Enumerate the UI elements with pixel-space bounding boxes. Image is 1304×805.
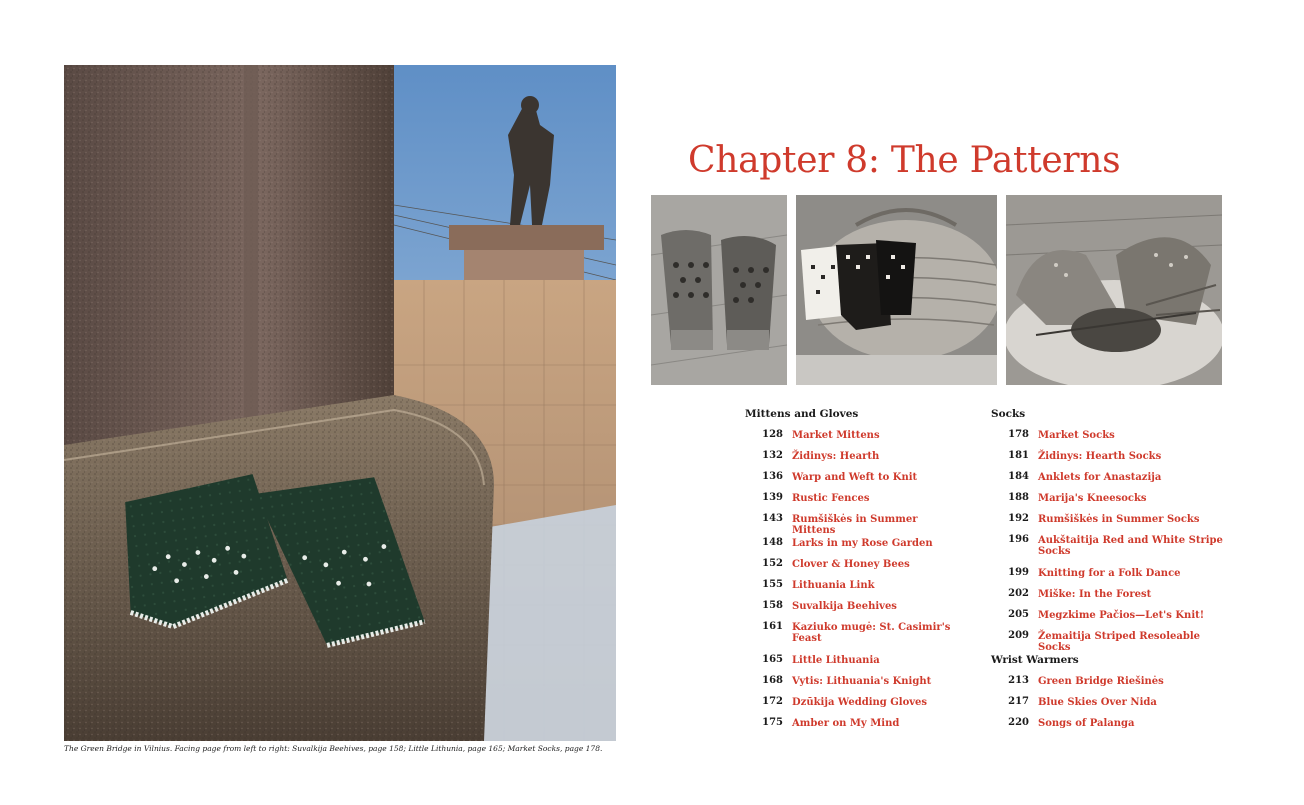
section-heading-wrist-warmers: Wrist Warmers xyxy=(991,654,1079,666)
toc-entry[interactable] xyxy=(745,695,960,716)
toc-entry[interactable] xyxy=(991,695,1231,716)
page-number: 209 xyxy=(1008,630,1029,641)
toc-entry[interactable] xyxy=(991,629,1231,653)
toc-entry[interactable] xyxy=(991,608,1231,629)
section-heading-mittens: Mittens and Gloves xyxy=(745,408,859,420)
photo-caption: The Green Bridge in Vilnius. Facing page from left to right: Suvalkija Beehives, page 158; Little Lithunia, page 165; Market Socks, page 178. xyxy=(64,744,603,753)
page-number: 181 xyxy=(1008,450,1029,461)
page-number: 184 xyxy=(1008,471,1029,482)
pattern-link[interactable]: Vytis: Lithuania's Knight xyxy=(792,676,932,687)
toc-entry[interactable] xyxy=(745,599,960,620)
toc-entry[interactable] xyxy=(991,674,1231,695)
pattern-link[interactable]: Suvalkija Beehives xyxy=(792,601,897,612)
pattern-link[interactable]: Market Mittens xyxy=(792,430,880,441)
page-number: 175 xyxy=(762,717,783,728)
pattern-link[interactable]: Blue Skies Over Nida xyxy=(1038,697,1157,708)
page-number: 152 xyxy=(762,558,783,569)
page-number: 165 xyxy=(762,654,783,665)
toc-entry[interactable] xyxy=(745,653,960,674)
toc-entry[interactable] xyxy=(745,620,960,653)
page-number: 188 xyxy=(1008,492,1029,503)
page-number: 148 xyxy=(762,537,783,548)
pattern-link[interactable]: Songs of Palanga xyxy=(1038,718,1135,729)
toc-entry[interactable] xyxy=(745,674,960,695)
thumb-suvalkija-beehives xyxy=(651,195,787,385)
bridge-photo xyxy=(64,65,616,741)
page-number: 168 xyxy=(762,675,783,686)
pattern-link[interactable]: Židinys: Hearth xyxy=(792,451,880,462)
pattern-link[interactable]: Little Lithuania xyxy=(792,655,880,666)
toc-entry[interactable] xyxy=(991,449,1231,470)
toc-entry[interactable] xyxy=(991,470,1231,491)
pattern-link[interactable]: Miške: In the Forest xyxy=(1038,589,1152,600)
pattern-link[interactable]: Lithuania Link xyxy=(792,580,875,591)
pattern-link[interactable]: Marija's Kneesocks xyxy=(1038,493,1147,504)
toc-entry[interactable] xyxy=(745,428,960,449)
page-number: 158 xyxy=(762,600,783,611)
pattern-link[interactable]: Knitting for a Folk Dance xyxy=(1038,568,1181,579)
toc-entry[interactable] xyxy=(991,587,1231,608)
toc-column-left xyxy=(745,407,960,737)
toc-entry[interactable] xyxy=(745,512,960,536)
pattern-link[interactable]: Larks in my Rose Garden xyxy=(792,538,933,549)
page-number: 205 xyxy=(1008,609,1029,620)
pattern-link[interactable]: Rumšiškės in Summer Mittens xyxy=(792,514,918,536)
toc-entry[interactable] xyxy=(991,566,1231,587)
toc-entry[interactable] xyxy=(991,533,1231,566)
pattern-link[interactable]: Warp and Weft to Knit xyxy=(792,472,918,483)
pattern-link[interactable]: Žemaitija Striped Resoleable Socks xyxy=(1038,631,1201,653)
toc-entry[interactable] xyxy=(745,716,960,737)
page-number: 128 xyxy=(762,429,783,440)
page-number: 155 xyxy=(762,579,783,590)
page-number: 172 xyxy=(762,696,783,707)
toc-column-right xyxy=(991,407,1231,737)
toc-entry[interactable] xyxy=(745,491,960,512)
pattern-link[interactable]: Megzkime Pačios—Let's Knit! xyxy=(1038,610,1205,621)
thumb-little-lithuania xyxy=(796,195,997,385)
toc-entry[interactable] xyxy=(745,557,960,578)
page-number: 178 xyxy=(1008,429,1029,440)
pattern-link[interactable]: Green Bridge Riešinės xyxy=(1038,676,1164,687)
page-number: 199 xyxy=(1008,567,1029,578)
chapter-title: Chapter 8: The Patterns xyxy=(688,140,1121,181)
pattern-link[interactable]: Anklets for Anastazija xyxy=(1038,472,1162,483)
toc-entry[interactable] xyxy=(745,449,960,470)
toc-entry[interactable] xyxy=(991,512,1231,533)
toc-entry[interactable] xyxy=(991,491,1231,512)
toc-entry[interactable] xyxy=(991,428,1231,449)
pattern-link[interactable]: Market Socks xyxy=(1038,430,1115,441)
toc-entry[interactable] xyxy=(745,470,960,491)
pattern-link[interactable]: Kaziuko mugė: St. Casimir's Feast xyxy=(792,622,951,644)
page-number: 136 xyxy=(762,471,783,482)
page-number: 220 xyxy=(1008,717,1029,728)
page-number: 132 xyxy=(762,450,783,461)
thumb-market-socks xyxy=(1006,195,1222,385)
page-number: 202 xyxy=(1008,588,1029,599)
toc-entry[interactable] xyxy=(745,578,960,599)
page-number: 192 xyxy=(1008,513,1029,524)
toc-entry[interactable] xyxy=(991,716,1231,737)
pattern-link[interactable]: Židinys: Hearth Socks xyxy=(1038,451,1162,462)
pattern-link[interactable]: Rumšiškės in Summer Socks xyxy=(1038,514,1200,525)
section-heading-socks: Socks xyxy=(991,408,1026,420)
page-number: 217 xyxy=(1008,696,1029,707)
page-number: 161 xyxy=(762,621,783,632)
page-number: 143 xyxy=(762,513,783,524)
toc-entry[interactable] xyxy=(745,536,960,557)
pattern-link[interactable]: Clover & Honey Bees xyxy=(792,559,910,570)
page-number: 196 xyxy=(1008,534,1029,545)
pattern-link[interactable]: Dzūkija Wedding Gloves xyxy=(792,697,928,708)
pattern-link[interactable]: Rustic Fences xyxy=(792,493,870,504)
bridge-photo-image xyxy=(64,65,616,741)
page-number: 213 xyxy=(1008,675,1029,686)
pattern-link[interactable]: Aukštaitija Red and White Stripe Socks xyxy=(1038,535,1223,557)
page-number: 139 xyxy=(762,492,783,503)
pattern-link[interactable]: Amber on My Mind xyxy=(792,718,900,729)
